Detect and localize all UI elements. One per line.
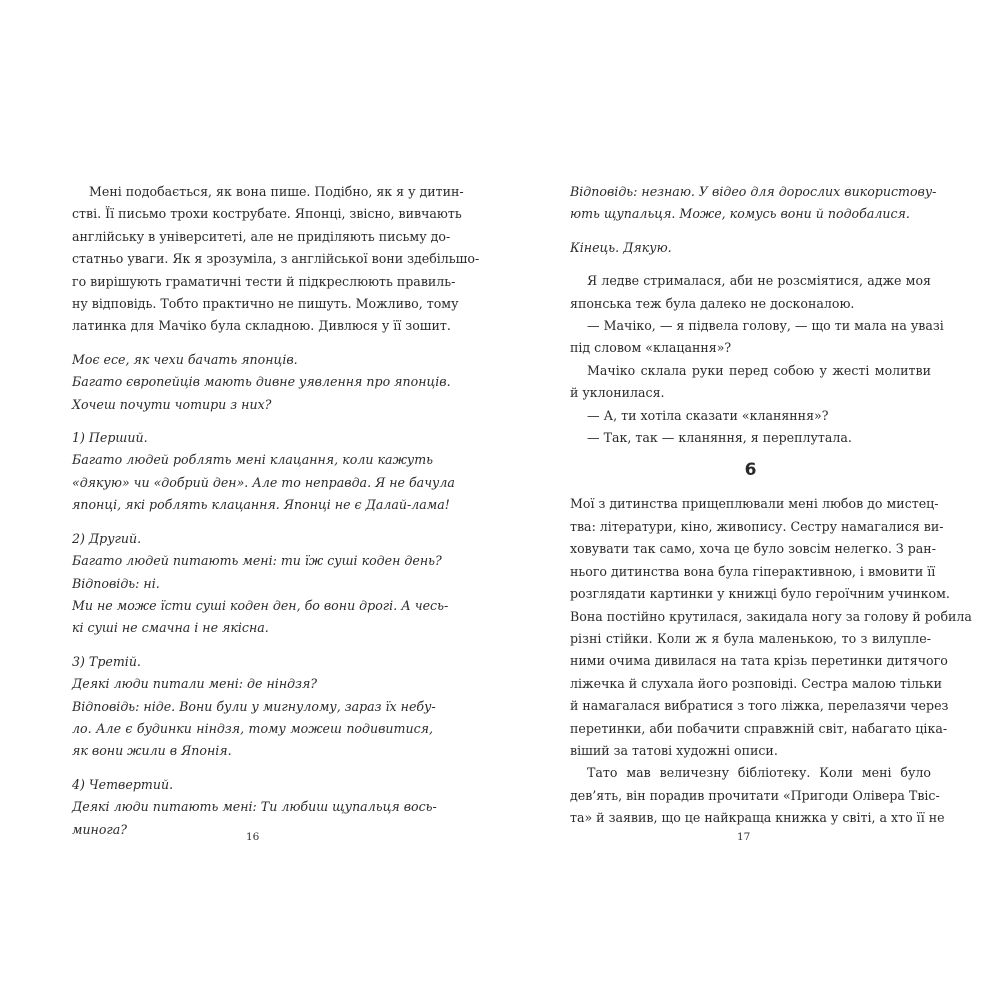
essay-line: ло. Але є будинки ніндзя, тому можеш подивитися, (72, 720, 433, 736)
essay-line: Ми не може їсти суші коден ден, бо вони дрогі. А чесь- (72, 597, 449, 613)
intro-line: латинка для Мачіко була складною. Дивлюся у її зошит. (72, 318, 451, 334)
chapter-line: тва: літератури, кіно, живопису. Сестру намагалися ви- (570, 518, 944, 534)
essay-item-heading: 2) Другий. (72, 530, 142, 546)
intro-line: стві. Її письмо трохи кострубате. Японці, звісно, вивчають (72, 206, 462, 222)
essay-line: Багато людей роблять мені клацання, коли кажуть (72, 452, 433, 468)
paragraph-gap (72, 517, 433, 528)
intro-line: статньо уваги. Як я зрозуміла, з англійської вони здебільшо- (72, 251, 480, 267)
chapter-line: нього дитинства вона була гіперактивною, і вмовити її (570, 563, 936, 579)
dialogue-line: Мачіко склала руки перед собою у жесті молитви (587, 362, 931, 378)
essay-line: Деякі люди питають мені: Ти любиш щупальця вось- (72, 799, 437, 815)
left-text-column (72, 181, 480, 841)
chapter-line: ліжечка й слухала його розповіді. Сестра малою тільки (570, 675, 942, 691)
page-number: 16 (246, 831, 260, 843)
chapter-line: розглядати картинки у книжці було героїчним учинком. (570, 586, 950, 602)
essay-ending: Кінець. Дякую. (570, 239, 672, 255)
chapter-line: ними очима дивилася на тата крізь перетинки дитячого (570, 653, 948, 669)
essay-line: Хочеш почути чотири з них? (72, 396, 272, 412)
essay-line: як вони жили в Японія. (72, 743, 232, 759)
chapter-line: ховувати так само, хоча це було зовсім нелегко. З ран- (570, 541, 936, 557)
right-text-column (570, 181, 972, 830)
paragraph-gap (72, 763, 433, 774)
essay-line: «дякую» чи «добрий ден». Але то неправда. Я не бачула (72, 474, 455, 490)
essay-line: Відповідь: ні. (72, 575, 160, 591)
paragraph-gap (72, 338, 433, 349)
essay-line: минога? (72, 821, 128, 837)
page-number: 17 (737, 831, 751, 843)
chapter-line: й намагалася вибратися з того ліжка, перелазячи через (570, 698, 949, 714)
essay-item-heading: 1) Перший. (72, 430, 148, 446)
chapter-line: Вона постійно крутилася, закидала ногу за голову й робила (570, 608, 972, 624)
chapter-number: 6 (744, 460, 757, 481)
essay-line: японці, які роблять клацання. Японці не є Далай-лама! (72, 497, 450, 513)
dialogue-line: під словом «клацання»? (570, 340, 732, 356)
chapter-line: дев’ять, він порадив прочитати «Пригоди Олівера Твіс- (570, 787, 940, 803)
essay-line: Відповідь: незнаю. У відео для дорослих використову- (570, 184, 937, 199)
chapter-line: різні стійки. Коли ж я була маленькою, то з вилупле- (570, 630, 931, 646)
paragraph-gap (570, 259, 931, 270)
intro-line: го вирішують граматичні тести й підкреслюють правиль- (72, 273, 456, 289)
essay-title: Моє есе, як чехи бачать японців. (72, 351, 298, 367)
chapter-line: Тато мав величезну бібліотеку. Коли мені було (587, 765, 931, 781)
essay-item-heading: 4) Четвертий. (72, 776, 174, 792)
dialogue-line: японська теж була далеко не досконалою. (570, 295, 855, 311)
essay-item-heading: 3) Третій. (72, 653, 141, 669)
chapter-line: віший за татові художні описи. (570, 742, 778, 758)
dialogue-line: — А, ти хотіла сказати «кланяння»? (587, 407, 829, 423)
paragraph-gap (72, 640, 433, 651)
dialogue-line: Я ледве стрималася, аби не розсміятися, адже моя (587, 273, 931, 289)
essay-line: кі суші не смачна і не якісна. (72, 620, 269, 636)
dialogue-line: — Мачіко, — я підвела голову, — що ти мала на увазі (587, 318, 944, 334)
essay-line: ють щупальця. Може, комусь вони й подобалися. (570, 206, 910, 222)
essay-line: Багато людей питають мені: ти їж суші коден день? (72, 553, 442, 569)
paragraph-gap (72, 416, 433, 427)
dialogue-line: й уклонилася. (570, 385, 665, 401)
chapter-line: та» й заявив, що це найкраща книжка у світі, а хто її не (570, 810, 945, 826)
dialogue-line: — Так, так — кланяння, я переплутала. (587, 430, 852, 446)
intro-line: ну відповідь. Тобто практично не пишуть. Можливо, тому (72, 296, 459, 312)
essay-line: Багато європейців мають дивне уявлення про японців. (72, 374, 451, 390)
chapter-line: перетинки, аби побачити справжній світ, набагато ціка- (570, 720, 948, 736)
paragraph-gap (570, 226, 931, 237)
chapter-line: Мої з дитинства прищеплювали мені любов до мистец- (570, 496, 939, 512)
right-page (500, 0, 1000, 1000)
essay-line: Деякі люди питали мені: де ніндзя? (72, 676, 318, 692)
intro-line: Мені подобається, як вона пише. Подібно, як я у дитин- (89, 184, 464, 199)
essay-line: Відповідь: ніде. Вони були у мигнулому, зараз їх небу- (72, 698, 436, 714)
intro-line: англійську в університеті, але не приділяють письму до- (72, 228, 451, 244)
